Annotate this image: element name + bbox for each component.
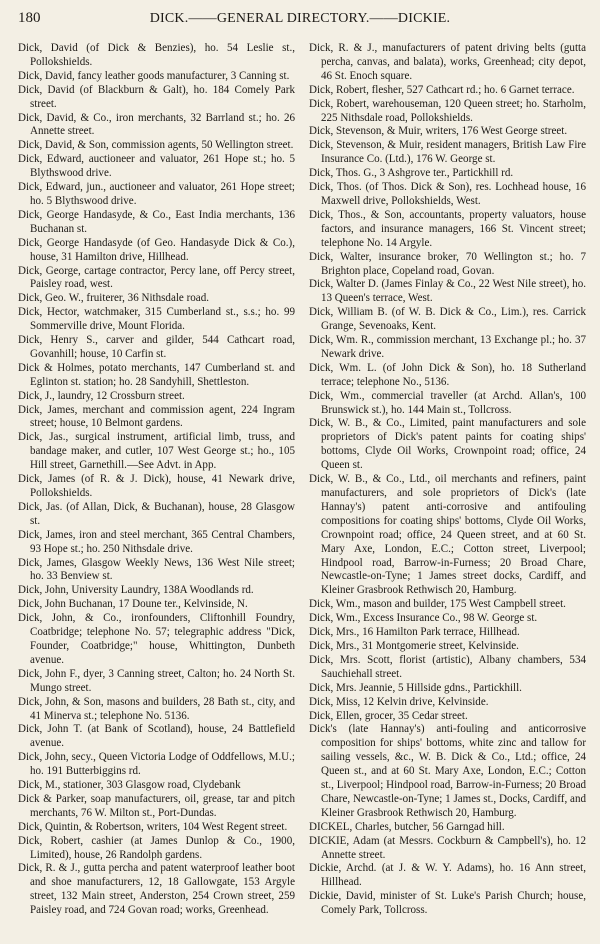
directory-entry: Dick, Mrs., 16 Hamilton Park terrace, Hillhead. bbox=[309, 626, 520, 639]
directory-entry: Dick, W. B., & Co., Limited, paint manufacturers and sole proprietors of Dick's patent paints for coating ships' bottoms, Clyde Oil Works, Crownpoint road; office, 24 Queen st. bbox=[309, 417, 586, 472]
directory-entry: Dick, Jas. (of Allan, Dick, & Buchanan), house, 28 Glasgow st. bbox=[18, 500, 295, 527]
directory-entry: Dick's (late Hannay's) anti-fouling and anticorrosive composition for ships' bottoms, white zinc and tallow for sailing vessels, &c., W. B. Dick & Co., Ltd.; office, 24 Queen st., and at 60 St. Mary Axe, London, E.C.; Cotton st., Liverpool; Hindpool road, Barrow-in-Furness; 20 Broad Chare, Newcastle-on-Tyne; 1 James st., Docks, Cardiff, and Kleiner Grasbrook Rethwisch 20, Hamburg. bbox=[309, 723, 586, 819]
directory-entry: Dick, Miss, 12 Kelvin drive, Kelvinside. bbox=[309, 695, 489, 708]
directory-entry: Dick, Wm. L. (of John Dick & Son), ho. 18 Sutherland terrace; telephone No., 5136. bbox=[309, 361, 586, 388]
directory-entry: Dick, Robert, flesher, 527 Cathcart rd.; ho. 6 Garnet terrace. bbox=[309, 83, 575, 96]
directory-columns bbox=[18, 42, 586, 936]
directory-entry: Dick, R. & J., manufacturers of patent driving belts (gutta percha, canvas, and balata), works, Greenhead; city depot, 46 St. Enoch square. bbox=[309, 42, 586, 82]
directory-entry: Dick, George Handasyde (of Geo. Handasyde Dick & Co.), house, 31 Hamilton drive, Hillhead. bbox=[18, 236, 295, 263]
directory-entry: Dick & Holmes, potato merchants, 147 Cumberland st. and Eglinton st. station; ho. 28 Sandyhill, Shettleston. bbox=[18, 361, 295, 388]
directory-entry: Dick, John, & Co., ironfounders, Cliftonhill Foundry, Coatbridge; telephone No. 57; telegraphic address "Dick, Founder, Coatbridge;" house, Whittington, Dunbeth avenue. bbox=[18, 612, 295, 666]
directory-entry: Dick, John T. (at Bank of Scotland), house, 24 Battlefield avenue. bbox=[18, 723, 295, 750]
directory-entry: Dick, James, iron and steel merchant, 365 Central Chambers, 93 Hope st.; ho. 250 Nithsdale drive. bbox=[18, 528, 295, 555]
directory-entry: Dick, Mrs., 31 Montgomerie street, Kelvinside. bbox=[309, 639, 519, 652]
directory-entry: Dick, John, secy., Queen Victoria Lodge of Oddfellows, M.U.; ho. 191 Butterbiggins rd. bbox=[18, 751, 295, 778]
directory-entry: Dick, W. B., & Co., Ltd., oil merchants and refiners, paint manufacturers, and sole proprietors of Dick's (late Hannay's) patent anti-corrosive and antifouling compositions for coating ships' bottoms, Clyde Oil Works, Crownpoint road; office, 24 Queen street, and at 60 St. Mary Axe, London, E.C.; Cotton street, Liverpool; Hindpool road, Barrow-in-Furness; 20 Broad Chare, Newcastle-on-Tyne; 1 James street docks, Cardiff, and Kleiner Grasbrook Rethwisch 20, Hamburg. bbox=[309, 473, 586, 597]
directory-entry: Dick, Ellen, grocer, 35 Cedar street. bbox=[309, 709, 468, 722]
directory-entry: Dick, David (of Dick & Benzies), ho. 54 Leslie st., Pollokshields. bbox=[18, 42, 295, 68]
directory-entry: Dick, J., laundry, 12 Crossburn street. bbox=[18, 389, 185, 402]
directory-entry: Dick, Quintin, & Robertson, writers, 104 West Regent street. bbox=[18, 820, 288, 833]
directory-entry: Dick, Mrs. Scott, florist (artistic), Albany chambers, 534 Sauchiehall street. bbox=[309, 653, 586, 680]
directory-entry: Dick, William B. (of W. B. Dick & Co., Lim.), res. Carrick Grange, Sevenoaks, Kent. bbox=[309, 306, 586, 333]
directory-entry: Dick, Geo. W., fruiterer, 36 Nithsdale road. bbox=[18, 292, 209, 305]
directory-entry: Dick, Wm. R., commission merchant, 13 Exchange pl.; ho. 37 Newark drive. bbox=[309, 334, 586, 360]
directory-entry: Dick, James (of R. & J. Dick), house, 41 Newark drive, Pollokshields. bbox=[18, 473, 295, 499]
directory-entry: DICKEL, Charles, butcher, 56 Garngad hill. bbox=[309, 820, 505, 833]
directory-entry: Dick, Wm., Excess Insurance Co., 98 W. George st. bbox=[309, 612, 538, 625]
directory-entry: Dick, John Buchanan, 17 Doune ter., Kelvinside, N. bbox=[18, 598, 248, 611]
directory-entry: Dick, Jas., surgical instrument, artificial limb, truss, and bandage maker, and cutler, 107 West George st.; ho., 105 Hill street, Garnethill.—See Advt. in App. bbox=[18, 431, 295, 472]
directory-entry: Dick, John, University Laundry, 138A Woodlands rd. bbox=[18, 584, 254, 597]
directory-entry: Dickie, Archd. (at J. & W. Y. Adams), ho. 16 Ann street, Hillhead. bbox=[309, 862, 586, 889]
directory-entry: Dick, David, fancy leather goods manufacturer, 3 Canning st. bbox=[18, 69, 290, 82]
directory-entry: Dick, R. & J., gutta percha and patent waterproof leather boot and shoe manufacturers, 12, 18 Gallowgate, 153 Argyle street, 132 Main street, Anderston, 254 Crown street, 259 Paisley road, and 724 Govan road; works, Greenhead. bbox=[18, 862, 295, 917]
directory-entry: Dick, Thos. G., 3 Ashgrove ter., Partickhill rd. bbox=[309, 167, 514, 180]
directory-entry: Dick, Edward, jun., auctioneer and valuator, 261 Hope street; ho. 5 Blythswood drive. bbox=[18, 181, 295, 207]
running-head: DICK.——GENERAL DIRECTORY.——DICKIE. bbox=[149, 11, 451, 26]
directory-entry: Dickie, David, minister of St. Luke's Parish Church; house, Comely Park, Tollcross. bbox=[309, 890, 586, 917]
directory-entry: Dick, David, & Co., iron merchants, 32 Barrland st.; ho. 26 Annette street. bbox=[18, 111, 295, 138]
directory-entry: Dick, David, & Son, commission agents, 50 Wellington street. bbox=[18, 139, 294, 152]
directory-entry: Dick, Edward, auctioneer and valuator, 261 Hope st.; ho. 5 Blythswood drive. bbox=[18, 153, 295, 180]
directory-entry: Dick, Walter D. (James Finlay & Co., 22 West Nile street), ho. 13 Queen's terrace, West. bbox=[309, 278, 586, 305]
directory-entry: Dick, James, merchant and commission agent, 224 Ingram street; house, 10 Belmont gardens. bbox=[18, 403, 295, 430]
directory-entry: Dick, Robert, warehouseman, 120 Queen street; ho. Starholm, 225 Nithsdale road, Pollokshields. bbox=[309, 97, 586, 124]
directory-entry: Dick, Hector, watchmaker, 315 Cumberland st., s.s.; ho. 99 Sommerville drive, Mount Florida. bbox=[18, 306, 295, 333]
directory-entry: Dick & Parker, soap manufacturers, oil, grease, tar and pitch merchants, 76 W. Milton st., Port-Dundas. bbox=[18, 792, 295, 819]
directory-entry: Dick, David (of Blackburn & Galt), ho. 184 Comely Park street. bbox=[18, 83, 295, 110]
directory-entry: Dick, George, cartage contractor, Percy lane, off Percy street, Paisley road, west. bbox=[18, 264, 295, 291]
directory-entry: Dick, John F., dyer, 3 Canning street, Calton; ho. 24 North St. Mungo street. bbox=[18, 667, 295, 694]
right-column bbox=[309, 42, 586, 936]
directory-entry: Dick, Thos. (of Thos. Dick & Son), res. Lochhead house, 16 Maxwell drive, Pollokshields, West. bbox=[309, 181, 586, 207]
directory-entry: Dick, Mrs. Jeannie, 5 Hillside gdns., Partickhill. bbox=[309, 681, 522, 694]
directory-entry: DICKIE, Adam (at Messrs. Cockburn & Campbell's), ho. 12 Annette street. bbox=[309, 834, 586, 861]
directory-entry: Dick, Stevenson, & Muir, writers, 176 West George street. bbox=[309, 125, 568, 138]
directory-entry: Dick, James, Glasgow Weekly News, 136 West Nile street; ho. 33 Benview st. bbox=[18, 556, 295, 583]
page-number: 180 bbox=[18, 10, 41, 26]
page-header bbox=[18, 10, 582, 28]
directory-entry: Dick, John, & Son, masons and builders, 28 Bath st., city, and 41 Minerva st.; telephone No. 5136. bbox=[18, 695, 295, 722]
directory-entry: Dick, George Handasyde, & Co., East India merchants, 136 Buchanan st. bbox=[18, 208, 295, 235]
directory-entry: Dick, Walter, insurance broker, 70 Wellington st.; ho. 7 Brighton place, Copeland road, Govan. bbox=[309, 250, 586, 277]
directory-entry: Dick, Wm., commercial traveller (at Archd. Allan's, 100 Brunswick st.), ho. 144 Main st., Tollcross. bbox=[309, 389, 586, 416]
directory-entry: Dick, Stevenson, & Muir, resident managers, British Law Fire Insurance Co. (Ltd.), 176 W. George st. bbox=[309, 139, 586, 166]
directory-entry: Dick, Wm., mason and builder, 175 West Campbell street. bbox=[309, 598, 566, 611]
directory-entry: Dick, M., stationer, 303 Glasgow road, Clydebank bbox=[18, 779, 241, 792]
directory-entry: Dick, Robert, cashier (at James Dunlop & Co., 1900, Limited), house, 26 Randolph gardens. bbox=[18, 834, 295, 861]
directory-entry: Dick, Henry S., carver and gilder, 544 Cathcart road, Govanhill; house, 10 Carfin st. bbox=[18, 334, 295, 360]
directory-entry: Dick, Thos., & Son, accountants, property valuators, house factors, and insurance managers, 166 St. Vincent street; telephone No. 14 Argyle. bbox=[309, 208, 586, 249]
left-column bbox=[18, 42, 295, 936]
